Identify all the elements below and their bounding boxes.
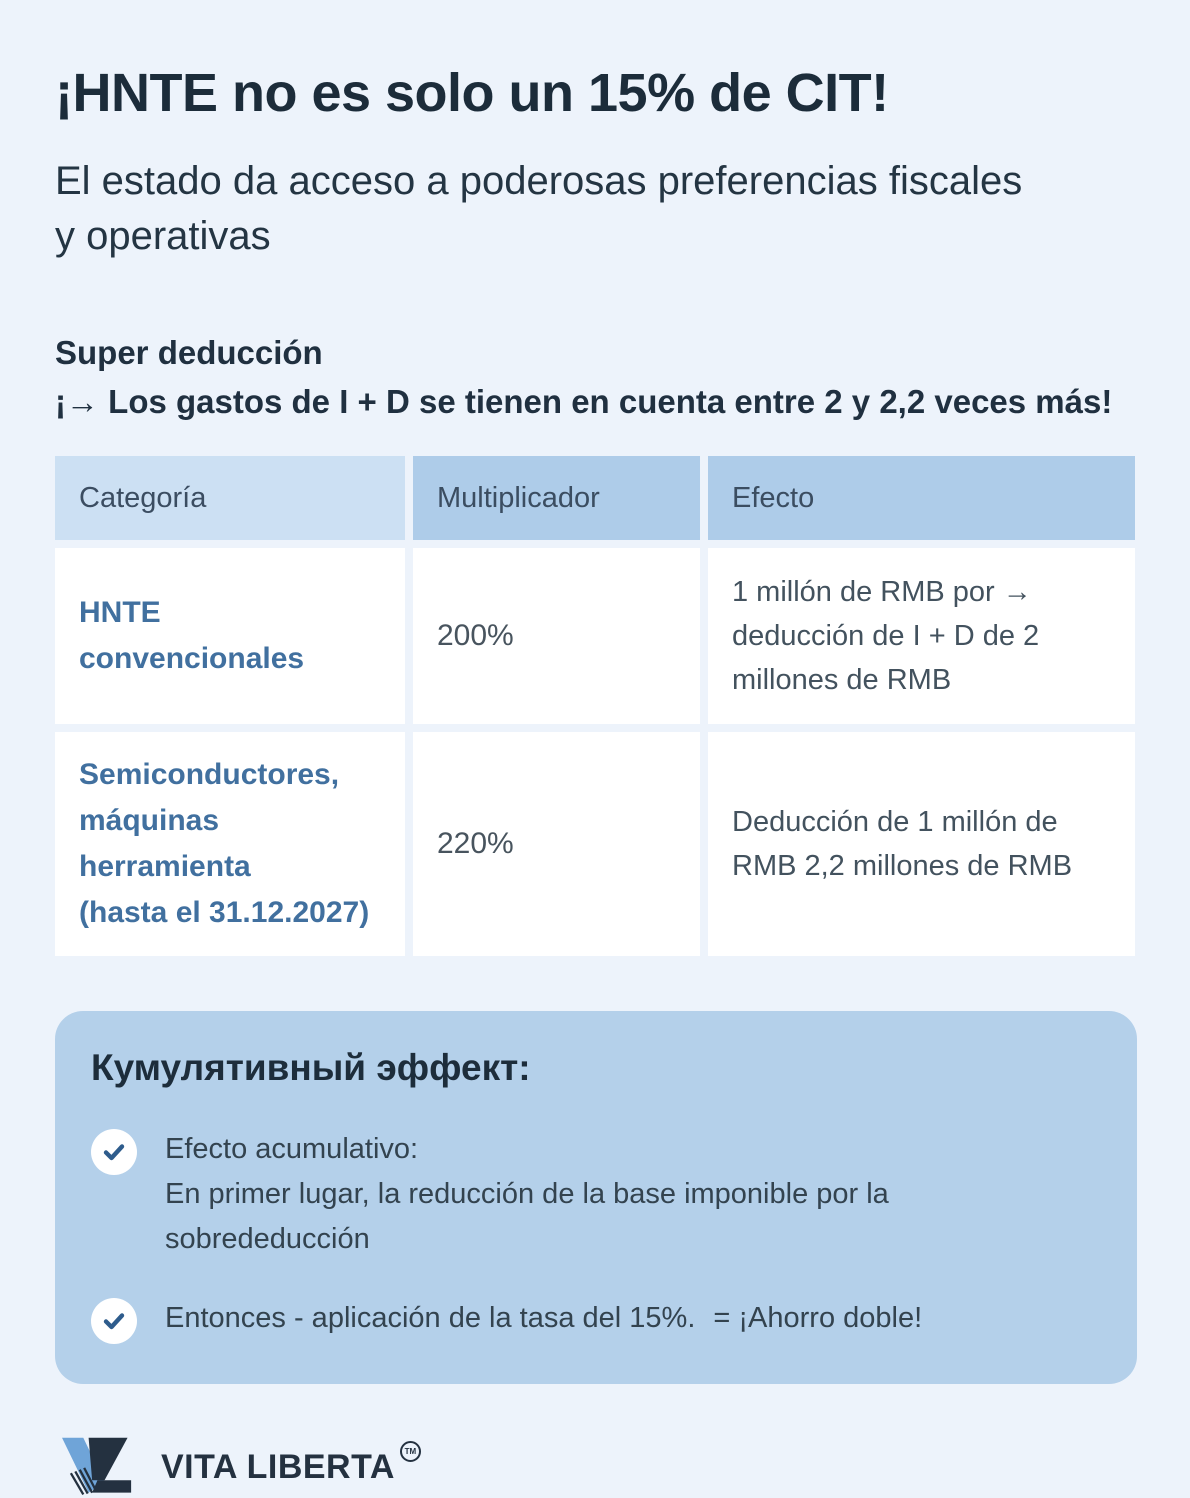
super-deduction-table (55, 456, 1135, 956)
table-cell-category (55, 548, 405, 724)
table-cell-multiplier (413, 548, 700, 724)
item-line: Efecto acumulativo: (165, 1133, 419, 1165)
list-item-text (165, 1296, 922, 1341)
brand-wordmark: VITA LIBERTA (161, 1447, 395, 1486)
table-cell-effect (708, 548, 1135, 724)
checkmark-icon (91, 1298, 137, 1344)
section-subtitle: ¡→ Los gastos de I + D se tienen en cuenta entre 2 y 2,2 veces más! (55, 383, 1113, 420)
list-item-text (165, 1127, 889, 1262)
column-header-multiplier: Multiplicador (413, 456, 700, 540)
effect-text: deducción de I + D de 2 (732, 620, 1040, 652)
item-line: En primer lugar, la reducción de la base imponible por la (165, 1178, 889, 1210)
category-text: máquinas (79, 804, 220, 837)
trademark-icon: TM (400, 1441, 421, 1462)
effect-text: millones de RMB (732, 664, 952, 696)
check-glyph (102, 1140, 126, 1164)
category-text: HNTE (79, 596, 161, 629)
multiplier-value: 220% (437, 827, 514, 860)
multiplier-value: 200% (437, 619, 514, 652)
checkmark-icon (91, 1129, 137, 1175)
category-text: convencionales (79, 642, 305, 675)
table-cell-effect (708, 732, 1135, 956)
page-subtitle-line: El estado da acceso a poderosas preferencias fiscales (55, 159, 1023, 203)
effect-text: RMB 2,2 millones de RMB (732, 850, 1073, 882)
item-text-right: = ¡Ahorro doble! (713, 1302, 923, 1334)
column-header-category: Categoría (55, 456, 405, 540)
check-glyph (102, 1309, 126, 1333)
section-title: Super deducción (55, 334, 323, 371)
page-subtitle-line: y operativas (55, 214, 271, 258)
table-cell-category (55, 732, 405, 956)
cumulative-effect-box (55, 1011, 1137, 1384)
section-heading (55, 328, 1135, 426)
page-title: ¡HNTE no es solo un 15% de CIT! (55, 63, 889, 123)
column-header-effect: Efecto (708, 456, 1135, 540)
table-cell-multiplier (413, 732, 700, 956)
cumulative-box-title: Кумулятивный эффект: (91, 1047, 531, 1088)
list-item (91, 1127, 1097, 1262)
category-text: herramienta (79, 850, 251, 883)
item-line: sobrededucción (165, 1223, 370, 1255)
effect-text: Deducción de 1 millón de (732, 806, 1058, 838)
item-text-left: Entonces - aplicación de la tasa del 15%. (165, 1302, 696, 1334)
page-subtitle (55, 154, 1135, 264)
category-text: (hasta el 31.12.2027) (79, 896, 370, 929)
category-text: Semiconductores, (79, 758, 340, 791)
list-item (91, 1296, 1097, 1344)
effect-text: 1 millón de RMB por → (732, 576, 1032, 608)
